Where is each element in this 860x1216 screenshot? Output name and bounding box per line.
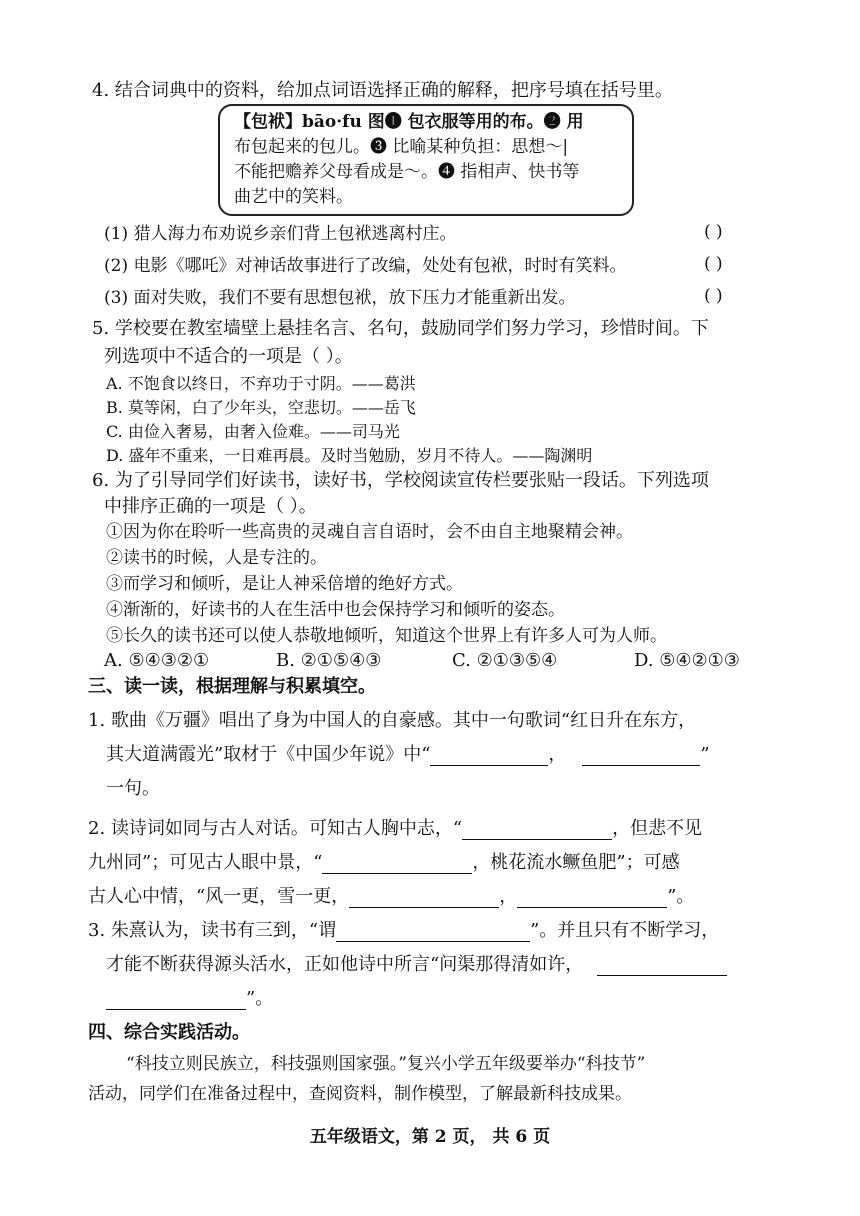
q4-answer-paren-3[interactable]: ( ) [704,286,723,306]
s3-q3-blank-2[interactable] [597,957,727,976]
s3-q1-text-b: ， [548,744,567,765]
s3-q2-line-1 [88,818,702,840]
dict-line-3: 不能把赡养父母看成是～。❹ 指相声、快书等 [234,162,580,182]
q5-stem-line-2: 列选项中不适合的一项是（ ）。 [104,346,353,367]
q5-stem-line-1: 5. 学校要在教室墙壁上悬挂名言、名句，鼓励同学们努力学习，珍惜时间。下 [92,318,709,339]
s3-q2-line-2 [88,852,680,874]
q4-stem: 4. 结合词典中的资料，给加点词语选择正确的解释，把序号填在括号里。 [92,80,673,101]
page-footer: 五年级语文，第 2 页， 共 6 页 [309,1127,551,1147]
dict-line-4: 曲艺中的笑料。 [234,187,353,207]
s3-q2-text-f: ， [499,886,518,907]
dictionary-box [218,104,634,216]
q4-item-3: (3) 面对失败，我们不要有思想包袱，放下压力才能重新出发。 [104,288,576,308]
s3-q2-text-c: 九州同”；可见古人眼中景，“ [88,852,323,873]
s3-q2-blank-4[interactable] [517,889,667,908]
s3-q1-blank-2[interactable] [582,747,700,766]
s3-q1-text-c: ” [700,744,710,765]
q6-option-b[interactable]: B. ②①⑤④③ [276,650,382,671]
q4-answer-paren-1[interactable]: ( ) [704,222,723,242]
s3-q1-blank-1[interactable] [430,747,548,766]
q6-option-a[interactable]: A. ⑤④③②① [104,650,210,671]
q5-option-d[interactable]: D. 盛年不重来，一日难再晨。及时当勉励，岁月不待人。——陶渊明 [106,446,593,465]
section-4-title: 四、综合实践活动。 [88,1022,250,1043]
q4-item-2: (2) 电影《哪吒》对神话故事进行了改编，处处有包袱，时时有笑料。 [104,256,627,276]
section-3-title: 三、读一读，根据理解与积累填空。 [88,676,376,697]
s3-q1-text-a: 其大道满霞光”取材于《中国少年说》中“ [106,744,431,765]
s3-q2-line-3 [88,886,694,908]
s3-q2-blank-3[interactable] [349,889,499,908]
s3-q2-text-g: ”。 [667,886,695,907]
s3-q3-text-b: ”。并且只有不断学习， [530,920,720,941]
q6-stem-line-2: 中排序正确的一项是（ ）。 [104,496,317,517]
q6-sentence-5: ⑤长久的读书还可以使人恭敬地倾听，知道这个世界上有许多人可为人师。 [106,626,667,646]
s3-q1-line-2 [106,744,710,766]
s3-q3-blank-3[interactable] [106,991,246,1010]
s3-q3-text-c: 才能不断获得源头活水，正如他诗中所言“问渠那得清如许， [106,954,584,975]
dict-line-1: 【包袱】bāo·fu 图❶ 包衣服等用的布。❷ 用 [234,112,584,132]
s3-q2-blank-2[interactable] [322,855,472,874]
q6-sentence-1: ①因为你在聆听一些高贵的灵魂自言自语时，会不由自主地聚精会神。 [106,522,633,542]
q6-sentence-3: ③而学习和倾听，是让人神采倍增的绝好方式。 [106,574,463,594]
s3-q2-text-e: 古人心中情，“风一更，雪一更， [88,886,350,907]
q6-option-c[interactable]: C. ②①③⑤④ [452,650,558,671]
q6-sentence-2: ②读书的时候，人是专注的。 [106,548,327,568]
s3-q2-blank-1[interactable] [462,821,612,840]
q6-sentence-4: ④渐渐的，好读书的人在生活中也会保持学习和倾听的姿态。 [106,600,565,620]
q5-option-a[interactable]: A. 不饱食以终日，不弃功于寸阴。——葛洪 [106,374,416,393]
s3-q1-line-1: 1. 歌曲《万疆》唱出了身为中国人的自豪感。其中一句歌词“红日升在东方， [88,710,697,731]
dict-line-2: 布包起来的包儿。❸ 比喻某种负担：思想～| [234,137,569,157]
q6-option-d[interactable]: D. ⑤④②①③ [634,650,740,671]
s3-q3-line-3 [106,988,273,1010]
s3-q3-line-2 [106,954,727,976]
s4-paragraph-line-2: 活动，同学们在准备过程中，查阅资料，制作模型，了解最新科技成果。 [88,1084,632,1104]
q4-item-1: (1) 猎人海力布劝说乡亲们背上包袱逃离村庄。 [104,224,457,244]
q5-option-b[interactable]: B. 莫等闲，白了少年头，空悲切。——岳飞 [106,398,416,417]
q5-option-c[interactable]: C. 由俭入奢易，由奢入俭难。——司马光 [106,422,400,441]
s3-q1-line-3: 一句。 [106,778,160,799]
s3-q3-text-a: 3. 朱熹认为，读书有三到，“谓 [88,920,337,941]
s3-q2-text-a: 2. 读诗词如同与古人对话。可知古人胸中志，“ [88,818,463,839]
s3-q2-text-d: ，桃花流水鳜鱼肥”；可感 [472,852,680,873]
s3-q2-text-b: ，但悲不见 [612,818,703,839]
q4-answer-paren-2[interactable]: ( ) [704,254,723,274]
s3-q3-text-d: ”。 [246,988,274,1009]
q6-stem-line-1: 6. 为了引导同学们好读书，读好书，学校阅读宣传栏要张贴一段话。下列选项 [92,470,709,491]
s3-q3-blank-1[interactable] [336,923,530,942]
s3-q3-line-1 [88,920,719,942]
s4-paragraph-line-1: “科技立则民族立，科技强则国家强。”复兴小学五年级要举办“科技节” [126,1054,646,1074]
